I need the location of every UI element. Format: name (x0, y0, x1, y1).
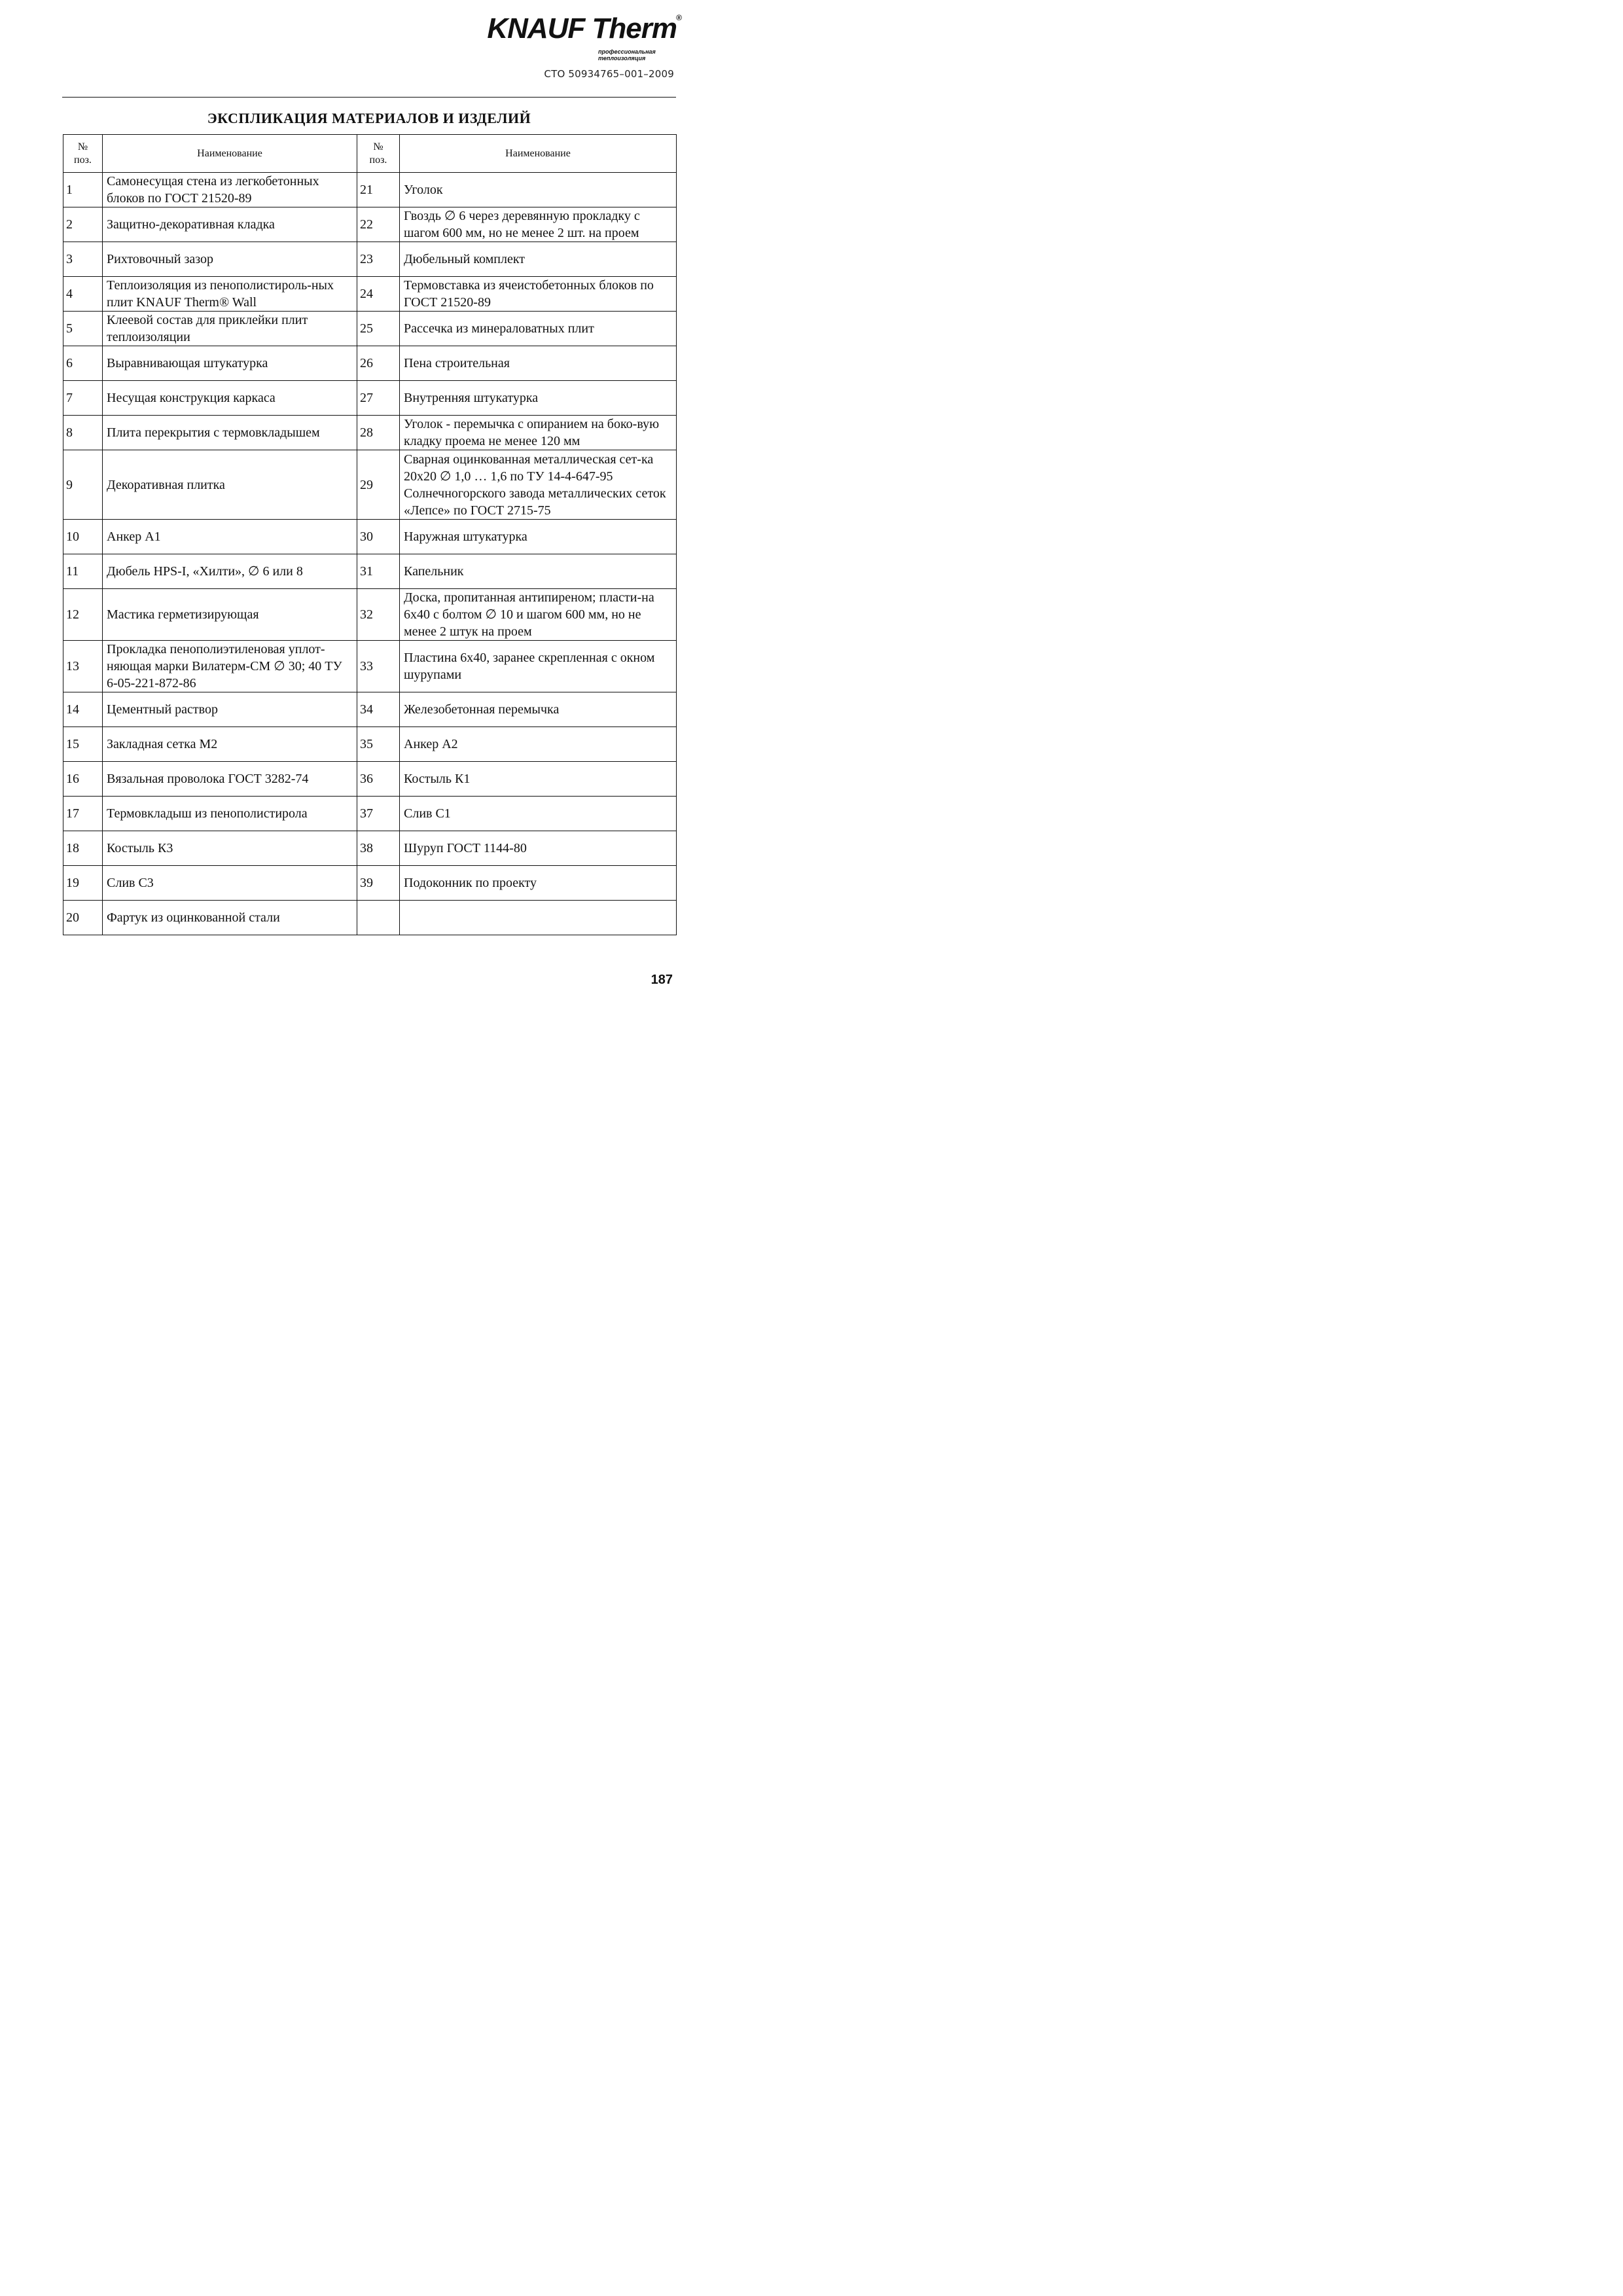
item-name-right: Гвоздь ∅ 6 через деревянную прокладку с шагом 600 мм, но не менее 2 шт. на проем (400, 207, 677, 242)
registered-mark: ® (676, 13, 682, 22)
position-number-right: 23 (357, 242, 400, 277)
item-name-left: Рихтовочный зазор (103, 242, 357, 277)
item-name-left: Фартук из оцинкованной стали (103, 901, 357, 935)
position-number-right: 38 (357, 831, 400, 866)
position-number-left: 17 (63, 797, 103, 831)
item-name-right: Сварная оцинкованная металлическая сет-ка 20х20 ∅ 1,0 … 1,6 по ТУ 14-4-647-95 Солнечногорского завода металлических сеток «Лепсе» по ГОСТ 2715-75 (400, 450, 677, 520)
item-name-right: Пена строительная (400, 346, 677, 381)
position-number-right (357, 901, 400, 935)
position-number-left: 8 (63, 416, 103, 450)
position-number-left: 14 (63, 692, 103, 727)
item-name-left: Клеевой состав для приклейки плит теплоизоляции (103, 312, 357, 346)
position-number-right: 36 (357, 762, 400, 797)
position-number-left: 5 (63, 312, 103, 346)
item-name-left: Самонесущая стена из легкобетонных блоков по ГОСТ 21520-89 (103, 173, 357, 207)
position-number-right: 25 (357, 312, 400, 346)
position-number-left: 18 (63, 831, 103, 866)
table-row (63, 797, 677, 831)
position-number-right: 21 (357, 173, 400, 207)
position-number-left: 4 (63, 277, 103, 312)
position-number-left: 9 (63, 450, 103, 520)
position-number-right: 30 (357, 520, 400, 554)
item-name-right: Доска, пропитанная антипиреном; пласти-на 6х40 с болтом ∅ 10 и шагом 600 мм, но не менее 2 штук на проем (400, 589, 677, 641)
item-name-left: Выравнивающая штукатурка (103, 346, 357, 381)
item-name-right: Дюбельный комплект (400, 242, 677, 277)
item-name-left: Несущая конструкция каркаса (103, 381, 357, 416)
position-number-right: 28 (357, 416, 400, 450)
table-row (63, 450, 677, 520)
column-header-position-right: № поз. (357, 135, 400, 173)
position-number-right: 34 (357, 692, 400, 727)
item-name-right (400, 901, 677, 935)
item-name-right: Слив С1 (400, 797, 677, 831)
position-number-right: 26 (357, 346, 400, 381)
table-row (63, 901, 677, 935)
table-row (63, 692, 677, 727)
header-divider (62, 97, 676, 98)
table-row (63, 416, 677, 450)
item-name-left: Закладная сетка М2 (103, 727, 357, 762)
logo-wordmark: KNAUF Therm (487, 12, 677, 45)
item-name-right: Шуруп ГОСТ 1144-80 (400, 831, 677, 866)
item-name-right: Уголок - перемычка с опиранием на боко-вую кладку проема не менее 120 мм (400, 416, 677, 450)
position-number-left: 3 (63, 242, 103, 277)
item-name-right: Термовставка из ячеистобетонных блоков по ГОСТ 21520-89 (400, 277, 677, 312)
position-number-left: 6 (63, 346, 103, 381)
column-header-name-right: Наименование (400, 135, 677, 173)
position-number-left: 11 (63, 554, 103, 589)
position-number-left: 10 (63, 520, 103, 554)
item-name-right: Анкер А2 (400, 727, 677, 762)
table-row (63, 727, 677, 762)
item-name-right: Капельник (400, 554, 677, 589)
page-title: ЭКСПЛИКАЦИЯ МАТЕРИАЛОВ И ИЗДЕЛИЙ (207, 110, 531, 126)
item-name-left: Дюбель HPS-I, «Хилти», ∅ 6 или 8 (103, 554, 357, 589)
item-name-left: Декоративная плитка (103, 450, 357, 520)
item-name-right: Уголок (400, 173, 677, 207)
table-row (63, 173, 677, 207)
column-header-name-left: Наименование (103, 135, 357, 173)
item-name-left: Прокладка пенополиэтиленовая уплот-няющая марки Вилатерм-СМ ∅ 30; 40 ТУ 6-05-221-872-86 (103, 641, 357, 692)
table-row (63, 277, 677, 312)
item-name-left: Слив С3 (103, 866, 357, 901)
table-row (63, 554, 677, 589)
table-row (63, 520, 677, 554)
item-name-left: Костыль К3 (103, 831, 357, 866)
item-name-right: Пластина 6х40, заранее скрепленная с окном шурупами (400, 641, 677, 692)
position-number-right: 32 (357, 589, 400, 641)
item-name-left: Теплоизоляция из пенополистироль-ных плит KNAUF Therm® Wall (103, 277, 357, 312)
position-number-left: 7 (63, 381, 103, 416)
item-name-left: Анкер А1 (103, 520, 357, 554)
logo-tagline-line-2: теплоизоляция (598, 55, 646, 62)
position-number-left: 16 (63, 762, 103, 797)
item-name-right: Наружная штукатурка (400, 520, 677, 554)
knauf-therm-logo (487, 12, 682, 62)
item-name-left: Вязальная проволока ГОСТ 3282-74 (103, 762, 357, 797)
item-name-right: Рассечка из минераловатных плит (400, 312, 677, 346)
position-number-right: 22 (357, 207, 400, 242)
position-number-left: 20 (63, 901, 103, 935)
table-row (63, 762, 677, 797)
item-name-right: Костыль К1 (400, 762, 677, 797)
column-header-position-left: № поз. (63, 135, 103, 173)
table-row (63, 346, 677, 381)
item-name-left: Термовкладыш из пенополистирола (103, 797, 357, 831)
position-number-right: 24 (357, 277, 400, 312)
item-name-left: Мастика герметизирующая (103, 589, 357, 641)
position-number-right: 31 (357, 554, 400, 589)
document-code: СТО 50934765–001–2009 (544, 68, 674, 80)
item-name-right: Внутренняя штукатурка (400, 381, 677, 416)
item-name-left: Защитно-декоративная кладка (103, 207, 357, 242)
table-row (63, 242, 677, 277)
table-row (63, 381, 677, 416)
logo-tagline (598, 48, 677, 62)
position-number-right: 39 (357, 866, 400, 901)
position-number-right: 27 (357, 381, 400, 416)
explication-table (63, 134, 677, 935)
logo-tagline-line-1: профессиональная (598, 48, 656, 55)
table-header-row (63, 135, 677, 173)
position-number-left: 12 (63, 589, 103, 641)
position-number-left: 13 (63, 641, 103, 692)
page-number: 187 (651, 973, 673, 987)
item-name-left: Плита перекрытия с термовкладышем (103, 416, 357, 450)
position-number-right: 33 (357, 641, 400, 692)
item-name-left: Цементный раствор (103, 692, 357, 727)
position-number-right: 37 (357, 797, 400, 831)
table-row (63, 312, 677, 346)
position-number-left: 1 (63, 173, 103, 207)
position-number-right: 35 (357, 727, 400, 762)
position-number-left: 19 (63, 866, 103, 901)
table-row (63, 866, 677, 901)
table-row (63, 589, 677, 641)
table-row (63, 831, 677, 866)
item-name-right: Железобетонная перемычка (400, 692, 677, 727)
position-number-right: 29 (357, 450, 400, 520)
item-name-right: Подоконник по проекту (400, 866, 677, 901)
table-row (63, 641, 677, 692)
table-body (63, 173, 677, 935)
position-number-left: 15 (63, 727, 103, 762)
position-number-left: 2 (63, 207, 103, 242)
table-row (63, 207, 677, 242)
